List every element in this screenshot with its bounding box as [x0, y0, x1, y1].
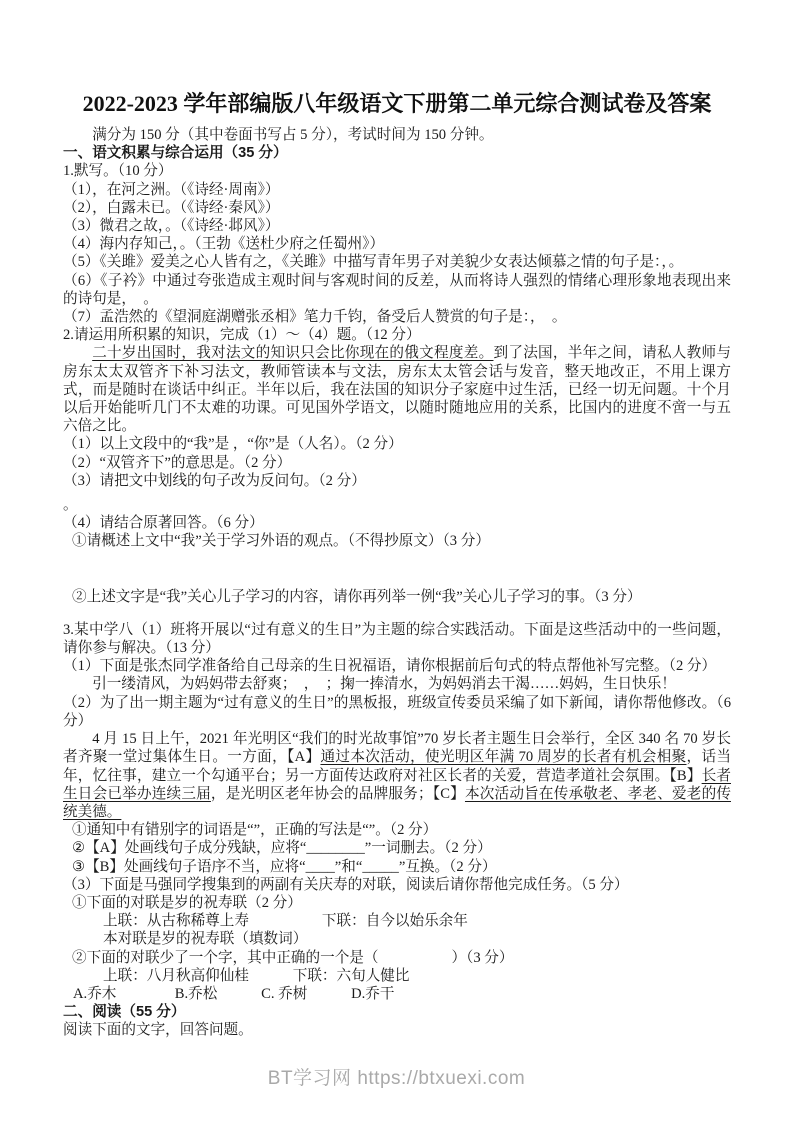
- q2-sub4-1: ①请概述上文中“我”关于学习外语的观点。（不得抄原文）（3 分）: [72, 533, 490, 550]
- q2-passage: [63, 344, 731, 435]
- q2-sub4-2: ②上述文字是“我”关心儿子学习的内容，请你再列举一例“我”关心儿子学习的事。（3 分）: [72, 588, 642, 605]
- q3-news-passage: [63, 730, 731, 821]
- q1-item-4: （4）海内存知己，。（王勃《送杜少府之任蜀州》）: [63, 236, 385, 253]
- exam-content: [63, 88, 731, 1040]
- q2-passage-underlined: 二十岁出国时，我对法文的知识只会比你现在的俄文程度差。: [92, 345, 494, 362]
- q3-couplet2-question: ②下面的对联少了一个字，其中正确的一个是（ ）（3 分）: [72, 949, 514, 966]
- q3-couplet1-question: ①下面的对联是岁的祝寿联（2 分）: [72, 894, 302, 911]
- q1-stem: 1.默写。（10 分）: [63, 163, 173, 180]
- q3-couplet1-note: 本对联是岁的祝寿联（填数词）: [103, 931, 308, 948]
- news-part-2: ，话当年，忆往事，建立一个勾通平台；另一方面传达政府对社区长者的关爱，营造孝道社会氛围。: [63, 749, 731, 784]
- q3-couplet1: 上联：从古称稀尊上寿 下联：自今以始乐余年: [103, 913, 468, 930]
- news-marker-a: 【A】: [287, 749, 321, 766]
- q3-news-q3: ③【B】处画线句子语序不当，应将“____”和“_____”互换。（2 分）: [72, 858, 497, 875]
- stray-period: 。: [63, 497, 78, 514]
- page-title: 2022-2023 学年部编版八年级语文下册第二单元综合测试卷及答案: [82, 91, 712, 116]
- q3-options: A.乔木 B.乔松 C. 乔树 D.乔干: [73, 985, 395, 1002]
- news-marker-b: 【B】: [669, 767, 702, 784]
- q2-passage-rest: 到了法国，半年之间，请私人教师与房东太太双管齐下补习法文，教师管读本与文法，房东太太管会话与发音，整天地改正，不用上课方式，而是随时在谈话中纠正。半年以后，我在法国的知识分子家庭中过生活，已经一切无问题。十个月以后开始能听几门不太难的功课。可见国外学语文，以随时随地应用的关系，比国内的进度不啻一与五六倍之比。: [63, 345, 731, 435]
- q3-news-q2: ②【A】处画线句子成分残缺，应将“________”一词删去。（2 分）: [72, 840, 492, 857]
- q2-sub3: （3）请把文中划线的句子改为反问句。（2 分）: [63, 472, 366, 489]
- news-part-1: 4 月 15 日上午，2021 年光明区“我们的时光故事馆”70 岁长者主题生日会举行，全区 340 名 70 岁长者齐聚一堂过集体生日。一方面，: [63, 731, 731, 766]
- q3-sub1: （1）下面是张杰同学准备给自己母亲的生日祝福语，请你根据前后句式的特点帮他补写完整。（2 分）: [63, 658, 717, 675]
- q1-item-3: （3）微君之故，。（《诗经·邶风》）: [63, 218, 280, 235]
- q1-item-5: （5）《关雎》爱美之心人皆有之，《关雎》中描写青年男子对美貌少女表达倾慕之情的句子是：，。: [63, 254, 684, 271]
- news-part-3: ，是光明区老年协会的品牌服务；: [210, 785, 433, 802]
- q3-sub2: （2）为了出一期主题为“过有意义的生日”的黑板报，班级宣传委员采编了如下新闻，请你帮他修改。（6 分）: [63, 694, 731, 729]
- exam-info: 满分为 150 分（其中卷面书写占 5 分），考试时间为 150 分钟。: [92, 127, 494, 143]
- section2-heading: 二、阅读（55 分）: [63, 1004, 186, 1021]
- q1-item-6: （6）《子衿》中通过夸张造成主观时间与客观时间的反差，从而将诗人强烈的情绪心理形象地表现出来的诗句是， 。: [63, 272, 731, 307]
- watermark: BT学习网 https://btxuexi.com: [267, 1068, 526, 1089]
- q1-item-7: （7）孟浩然的《望洞庭湖赠张丞相》笔力千钧，备受后人赞赏的句子是：， 。: [63, 309, 567, 326]
- news-underlined-b: 长者生日会已举办连续三届: [63, 767, 731, 802]
- section2-intro: 阅读下面的文字，回答问题。: [63, 1022, 253, 1039]
- section1-heading: 一、语文积累与综合运用（35 分）: [63, 145, 288, 162]
- q2-sub2: （2）“双管齐下”的意思是。（2 分）: [63, 454, 292, 471]
- q2-sub1: （1）以上文段中的“我”是 ，“你”是（人名）。（2 分）: [63, 436, 403, 453]
- q1-item-2: （2），白露未已。（《诗经·秦风》）: [63, 199, 280, 216]
- q3-couplet2: 上联：八月秋高仰仙桂 下联：六旬人健比: [103, 967, 410, 984]
- q2-stem: 2.请运用所积累的知识，完成（1）～（4）题。（12 分）: [63, 327, 421, 344]
- news-marker-c: 【C】: [432, 785, 465, 802]
- q3-blessing: 引一缕清风，为妈妈带去舒爽； ， ；掬一捧清水，为妈妈消去干渴……妈妈，生日快乐！: [92, 676, 676, 693]
- q3-stem: 3.某中学八（1）班将开展以“过有意义的生日”为主题的综合实践活动。下面是这些活动中的一些问题，请你参与解决。（13 分）: [63, 621, 731, 657]
- q3-sub3: （3）下面是马强同学搜集到的两副有关庆寿的对联，阅读后请你帮他完成任务。（5 分）: [63, 876, 629, 893]
- news-underlined-a: 通过本次活动，使光明区年满 70 周岁的长者有机会相聚: [320, 749, 687, 766]
- q1-item-1: （1），在河之洲。（《诗经·周南》）: [63, 181, 280, 198]
- news-underlined-c: 本次活动旨在传承敬老、孝老、爱老的传统美德。: [63, 785, 731, 820]
- q2-sub4: （4）请结合原著回答。（6 分）: [63, 515, 264, 532]
- q3-news-q1: ①通知中有错别字的词语是“”，正确的写法是“”。（2 分）: [72, 822, 438, 839]
